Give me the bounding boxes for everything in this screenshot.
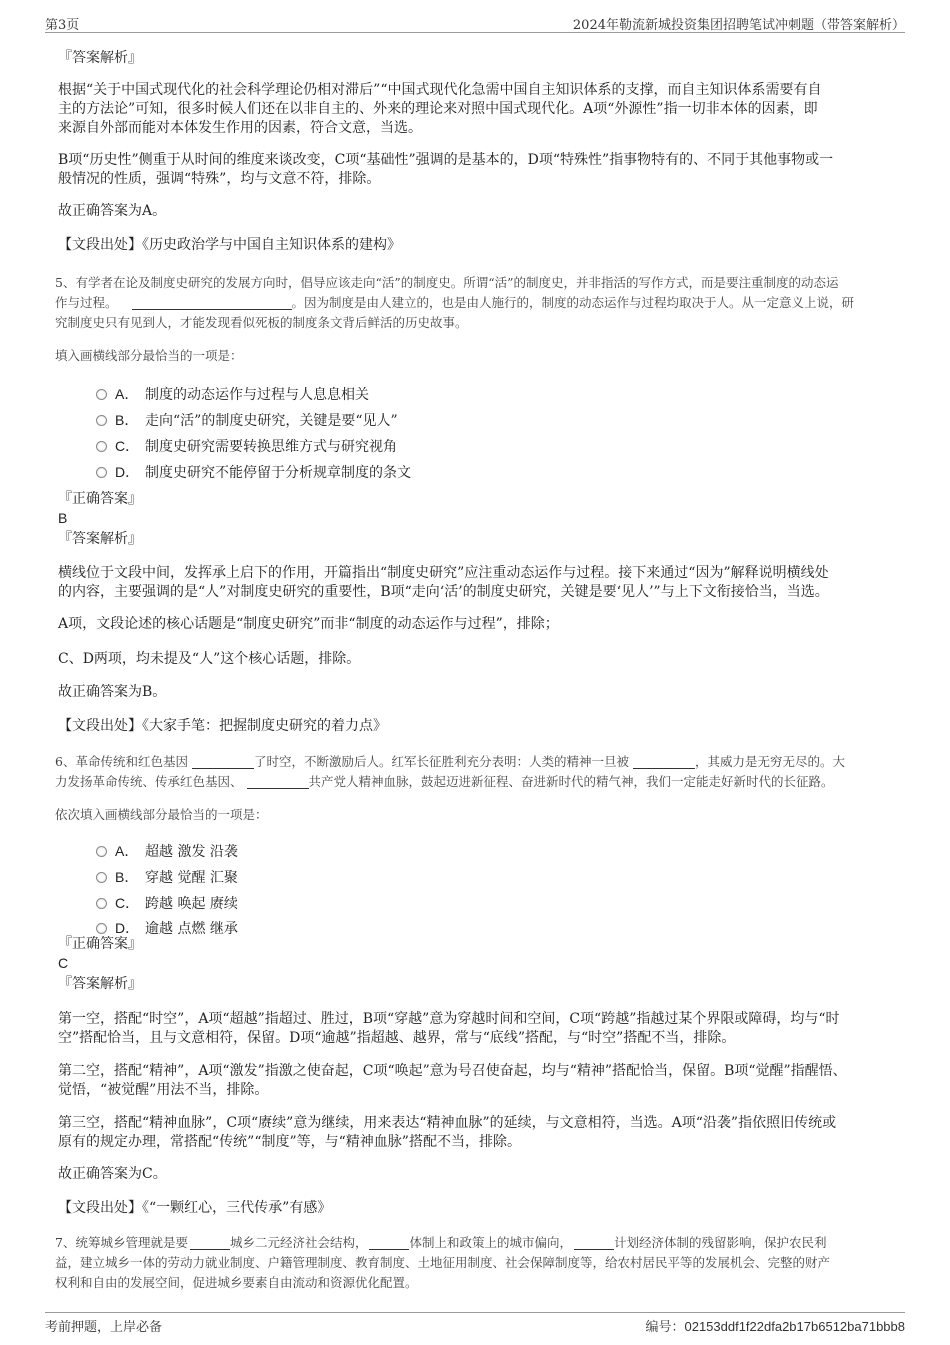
q6-answer: C: [58, 955, 69, 971]
radio-icon[interactable]: [96, 441, 107, 452]
q5-answer-label: 『正确答案』: [58, 491, 142, 507]
option-text: 超越 激发 沿袭: [145, 844, 238, 860]
q6-option-b[interactable]: [96, 867, 238, 888]
q7-stem-text: 计划经济体制的残留影响，保护农民利: [614, 1235, 827, 1250]
q7-stem-text: 体制上和政策上的城市偏向，: [409, 1235, 572, 1250]
q5-analysis-line: C、D两项，均未提及“人”这个核心话题，排除。: [58, 651, 361, 667]
q5-analysis-label: 『答案解析』: [58, 531, 142, 547]
q6-analysis-line: 空”搭配恰当，且与文意相符，保留。D项“逾越”指超越、越界，常与“底线”搭配，与“时空”搭配不当，排除。: [58, 1030, 736, 1046]
q6-analysis-line: 第一空，搭配“时空”，A项“超越”指超过、胜过，B项“穿越”意为穿越时间和空间，C项“跨越”指越过某个界限或障碍，均与“时: [58, 1011, 840, 1027]
fill-blank: [369, 1235, 409, 1250]
q5-stem-line: 5、有学者在论及制度史研究的发展方向时，倡导应该走向“活”的制度史。所谓“活”的制度史，并非指活的写作方式，而是要注重制度的动态运: [55, 275, 839, 290]
option-text: 制度史研究需要转换思维方式与研究视角: [145, 439, 397, 455]
option-letter: D．: [115, 920, 140, 936]
q6-prompt: 依次填入画横线部分最恰当的一项是：: [55, 807, 268, 822]
option-letter: A．: [115, 843, 139, 859]
q6-conclusion: 故正确答案为C。: [58, 1166, 167, 1182]
q5-stem-line: [55, 293, 854, 313]
q4-analysis-line: 般情况的性质，强调“特殊”，均与文意不符，排除。: [58, 171, 381, 187]
option-text: 走向“活”的制度史研究，关键是要“见人”: [145, 413, 398, 429]
q5-stem-line: 究制度史只有见到人，才能发现看似死板的制度条文背后鲜活的历史故事。: [55, 315, 468, 330]
option-letter: D．: [115, 464, 140, 480]
q6-answer-label: 『正确答案』: [58, 936, 142, 952]
q6-analysis-line: 觉悟，“被觉醒”用法不当，排除。: [58, 1082, 269, 1098]
q5-analysis-line: 横线位于文段中间，发挥承上启下的作用，开篇指出“制度史研究”应注重动态运作与过程。接下来通过“因为”解释说明横线处: [58, 565, 829, 581]
fill-blank: [192, 754, 254, 769]
q6-source: 【文段出处】《“一颗红心，三代传承”有感》: [58, 1200, 332, 1216]
radio-icon[interactable]: [96, 872, 107, 883]
option-letter: A．: [115, 386, 139, 402]
radio-icon[interactable]: [96, 467, 107, 478]
q7-stem-line: 益，建立城乡一体的劳动力就业制度、户籍管理制度、教育制度、土地征用制度、社会保障制度等，给农村居民平等的发展机会、完整的财产: [55, 1255, 831, 1270]
option-letter: B．: [115, 869, 139, 885]
option-text: 制度史研究不能停留于分析规章制度的条文: [145, 465, 411, 481]
q6-analysis-line: 第三空，搭配“精神血脉”，C项“赓续”意为继续，用来表达“精神血脉”的延续，与文意相符，当选。A项“沿袭”指依照旧传统或: [58, 1115, 837, 1131]
q6-option-c[interactable]: [96, 893, 238, 914]
document-code: 编号：02153ddf1f22dfa2b17b6512ba71bbb8: [645, 1319, 905, 1334]
q4-analysis-label: 『答案解析』: [58, 50, 142, 66]
q4-analysis-line: 主的方法论”可知，很多时候人们还在以非自主的、外来的理论来对照中国式现代化。A项“外源性”指一切非本体的因素，即: [58, 101, 818, 117]
radio-icon[interactable]: [96, 923, 107, 934]
q4-conclusion: 故正确答案为A。: [58, 203, 167, 219]
option-text: 穿越 觉醒 汇聚: [145, 870, 238, 886]
radio-icon[interactable]: [96, 846, 107, 857]
page-number: 第3页: [45, 18, 80, 33]
radio-icon[interactable]: [96, 389, 107, 400]
q5-stem-text: 。因为制度是由人建立的，也是由人施行的，制度的动态运作与过程均取决于人。从一定意义上说，研: [291, 295, 855, 310]
q4-analysis-line: B项“历史性”侧重于从时间的维度来谈改变，C项“基础性”强调的是基本的，D项“特殊性”指事物特有的、不同于其他事物或一: [58, 152, 834, 168]
option-text: 跨越 唤起 赓续: [145, 896, 238, 912]
q6-stem-text: ，其威力是无穷无尽的。大: [694, 754, 845, 769]
fill-blank: [132, 295, 292, 310]
fill-blank: [633, 754, 695, 769]
option-text: 制度的动态运作与过程与人息息相关: [145, 387, 369, 403]
option-letter: C．: [115, 438, 140, 454]
fill-blank: [574, 1235, 614, 1250]
q6-stem-text: 了时空，不断激励后人。红军长征胜利充分表明：人类的精神一旦被: [253, 754, 629, 769]
q7-stem-text: 7、统筹城乡管理就是要: [55, 1235, 188, 1250]
option-letter: C．: [115, 895, 140, 911]
q5-analysis-line: 的内容，主要强调的是“人”对制度史研究的重要性，B项“走向‘活’的制度史研究，关键是要‘见人’”与上下文衔接恰当，当选。: [58, 584, 829, 600]
q5-option-a[interactable]: [96, 384, 369, 405]
page-header: [45, 14, 905, 33]
q4-source: 【文段出处】《历史政治学与中国自主知识体系的建构》: [58, 237, 401, 253]
fill-blank: [190, 1235, 230, 1250]
q6-stem-text: 力发扬革命传统、传承红色基因、: [55, 774, 243, 789]
q5-prompt: 填入画横线部分最恰当的一项是：: [55, 348, 243, 363]
q6-analysis-label: 『答案解析』: [58, 976, 142, 992]
q4-analysis-line: 来源自外部而能对本体发生作用的因素，符合文意，当选。: [58, 120, 422, 136]
q6-analysis-line: 原有的规定办理，常搭配“传统”“制度”等，与“精神血脉”搭配不当，排除。: [58, 1134, 521, 1150]
q5-answer: B: [58, 510, 68, 526]
q6-stem-text: 6、革命传统和红色基因: [55, 754, 188, 769]
q6-stem-line: [55, 772, 834, 792]
q5-option-b[interactable]: [96, 410, 398, 431]
page-footer: [45, 1312, 905, 1335]
q7-stem-line: 权利和自由的发展空间，促进城乡要素自由流动和资源优化配置。: [55, 1275, 418, 1290]
q7-stem-line: [55, 1233, 827, 1253]
option-letter: B．: [115, 412, 139, 428]
radio-icon[interactable]: [96, 415, 107, 426]
q7-stem-text: 城乡二元经济社会结构，: [229, 1235, 368, 1250]
q4-analysis-line: 根据“关于中国式现代化的社会科学理论仍相对滞后”“中国式现代化急需中国自主知识体系的支撑，而自主知识体系需要有自: [58, 82, 822, 98]
q6-option-a[interactable]: [96, 841, 238, 862]
q5-source: 【文段出处】《大家手笔：把握制度史研究的着力点》: [58, 718, 387, 734]
radio-icon[interactable]: [96, 898, 107, 909]
q5-option-c[interactable]: [96, 436, 397, 457]
footer-motto: 考前押题，上岸必备: [45, 1320, 163, 1335]
q5-conclusion: 故正确答案为B。: [58, 684, 167, 700]
document-title: 2024年勒流新城投资集团招聘笔试冲刺题（带答案解析）: [572, 18, 905, 33]
q5-analysis-line: A项，文段论述的核心话题是“制度史研究”而非“制度的动态运作与过程”，排除；: [58, 616, 559, 632]
q6-stem-text: 共产党人精神血脉，鼓起迈进新征程、奋进新时代的精气神，我们一定能走好新时代的长征路。: [308, 774, 834, 789]
q5-option-d[interactable]: [96, 462, 411, 483]
q6-analysis-line: 第二空，搭配“精神”，A项“激发”指激之使奋起，C项“唤起”意为号召使奋起，均与“精神”搭配恰当，保留。B项“觉醒”指醒悟、: [58, 1063, 847, 1079]
q6-stem-line: [55, 752, 845, 772]
fill-blank: [247, 774, 309, 789]
q5-stem-text: 作与过程。: [55, 295, 118, 310]
option-text: 逾越 点燃 继承: [145, 921, 238, 937]
